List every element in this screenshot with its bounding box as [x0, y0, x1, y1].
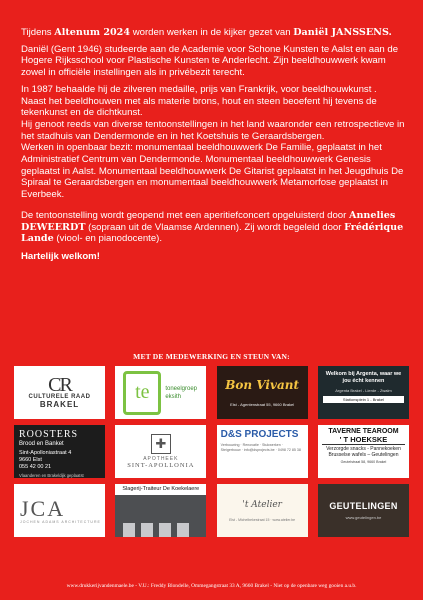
- sponsor-jca: [14, 484, 105, 537]
- sponsor-apotheek: [115, 425, 206, 478]
- bio-paragraph: Daniël (Gent 1946) studeerde aan de Academie voor Schone Kunsten te Aalst en aan de Hogere Rijksschool voor Plastische Kunsten te Anderlecht. Zijn beeldhouwwerk kwam zowel in officiële instellingen als in privébezit terecht.: [21, 43, 399, 79]
- sponsor-roosters: [14, 425, 105, 478]
- roosters-name: ROOSTERS: [19, 429, 79, 440]
- flyer-text-block: [21, 27, 405, 268]
- culturele-raad-logo: CR: [48, 374, 71, 396]
- opening-pre-text: De tentoonstelling wordt geopend met een aperitiefconcert opgeluisterd door: [21, 209, 349, 221]
- toneelgroep-line1: toneelgroep: [165, 385, 198, 392]
- pharmacy-cross-icon: ✚: [151, 434, 171, 454]
- culturele-raad-line1: CULTURELE RAAD: [28, 394, 91, 400]
- apotheek-line2: SINT-APOLLONIA: [127, 462, 195, 469]
- intro-paragraph: [21, 27, 405, 39]
- intro-pre-text: Tijdens: [21, 27, 55, 38]
- exhibitions-paragraph: Hij genoot reeds van diverse tentoonstellingen in het land waaronder een retrospectieve in het stadhuis van Dendermonde en in het Koetshuis te Geraardsbergen.: [21, 118, 405, 142]
- jca-logo: JCA: [20, 495, 66, 521]
- sponsor-culturele-raad: [14, 366, 105, 419]
- hoekske-name: ' T HOEKSKE: [322, 435, 405, 445]
- roosters-line1: Brood en Banket: [19, 441, 64, 447]
- sponsor-bon-vivant: [217, 366, 308, 419]
- roosters-phone: 055 42 00 21: [19, 464, 52, 470]
- media-paragraph: Naast het beeldhouwen met als materie brons, hout en steen beoefent hij tevens de tekenkunst en de dichtkunst.: [21, 95, 377, 119]
- roosters-street: Sint-Apolloniastraat 4: [19, 450, 72, 456]
- jca-subtitle: JOCHEN ADAMS ARCHITECTURE: [20, 519, 101, 524]
- bon-vivant-address: Elst - Agentenstraat 55, 9660 Brakel: [230, 402, 295, 407]
- opening-paragraph: [21, 210, 405, 245]
- geutelingen-logo: GEUTELINGEN: [329, 501, 398, 511]
- argenta-branches: Argenta Brakel - Lierde - Zwalm: [335, 388, 392, 393]
- sponsor-row: [14, 366, 409, 419]
- argenta-address: Stationsplein 1 - Brakel: [323, 396, 404, 403]
- sponsors-heading: MET DE MEDEWERKING EN STEUN VAN:: [133, 352, 290, 361]
- slagerij-name: Slagerij-Traiteur De Koekelaere: [122, 486, 200, 492]
- roosters-footnote: Vlaanderen en Brakeldijk geplaatst: [19, 473, 84, 478]
- ds-projects-info: Verbouwing · Renovatie · Stukwerken · Steigerbouw · info@dsprojects.be · 0498 72 85 38: [220, 443, 301, 452]
- footer-publisher: www.drukkerijvandenmaele.be - V.U.: Freddy Blondelle, Ommegangstraat 33 A, 9660 Brakel - Niet op de openbare weg gooien a.u.b.: [66, 583, 357, 589]
- pianist-name: Frédérique Lande: [21, 221, 404, 245]
- sponsor-ds-projects: [217, 425, 308, 478]
- hoekske-line4: Brusselse wafels – Geutelingen: [328, 452, 399, 458]
- welcome-text: Hartelijk welkom!: [21, 250, 100, 262]
- roosters-city: 9660 Elst: [19, 457, 42, 463]
- award-paragraph: In 1987 behaalde hij de zilveren medaille, prijs van Frankrijk, voor beeldhouwkunst .: [21, 83, 377, 95]
- sponsor-row: [14, 425, 409, 478]
- ds-projects-logo: D&S PROJECTS: [220, 429, 299, 440]
- sponsor-row: [14, 484, 409, 537]
- public-works-paragraph: Werken in openbaar bezit: monumentaal beeldhouwwerk De Familie, geplaatst in het Administratief Centrum van Dendermonde. Monumentaal beeldhouwwerk Genesis geplaatst in Aalst. Monumentaal beeldhouwwerk De Gitarist geplaatst in het Jeugdhuis De Spiraal te Geraardsbergen en monumentaal beeldhouwwerk Metamorfose geplaatst in Everbeek.: [21, 142, 404, 201]
- atelier-address: Elst - Michelbekestraat 15 · www.atelier.be: [229, 517, 296, 522]
- event-name: Altenum 2024: [54, 27, 131, 38]
- geutelingen-website: www.geutelingen.be: [345, 515, 382, 520]
- atelier-logo: 't Atelier: [242, 499, 282, 510]
- sponsor-argenta: [318, 366, 409, 419]
- apotheek-line1: APOTHEEK: [143, 456, 179, 462]
- intro-mid-text: worden werken in de kijker gezet van: [130, 27, 294, 38]
- toneelgroep-logo: te: [123, 371, 161, 415]
- opening-post-text: (viool- en pianodocente).: [53, 233, 163, 245]
- hoekske-line3: Verzorgde snacks - Pannekoeken: [326, 446, 401, 452]
- culturele-raad-line2: BRAKEL: [39, 400, 80, 409]
- argenta-slogan: Welkom bij Argenta, waar we jou écht kennen: [325, 371, 402, 384]
- artist-name: Daniël JANSSENS.: [293, 27, 392, 38]
- opening-mid-text: (sopraan uit de Vlaamse Ardennen). Zij wordt begeleid door: [85, 221, 345, 233]
- hoekske-address: Geutelstraat 58, 9660 Brakel: [340, 460, 387, 464]
- sponsor-atelier: [217, 484, 308, 537]
- sponsor-grid: [14, 366, 409, 543]
- sponsor-t-hoekske: [318, 425, 409, 478]
- sponsor-slagerij: [115, 484, 206, 537]
- bon-vivant-logo: Bon Vivant: [225, 378, 300, 392]
- slagerij-storefront-image: [115, 495, 206, 537]
- hoekske-line1: TAVERNE TEAROOM: [328, 428, 399, 435]
- toneelgroep-line2: eksith: [165, 393, 182, 400]
- sponsor-toneelgroep: [115, 366, 206, 419]
- sponsor-geutelingen: [318, 484, 409, 537]
- singer-name: Annelies DEWEERDT: [21, 209, 396, 233]
